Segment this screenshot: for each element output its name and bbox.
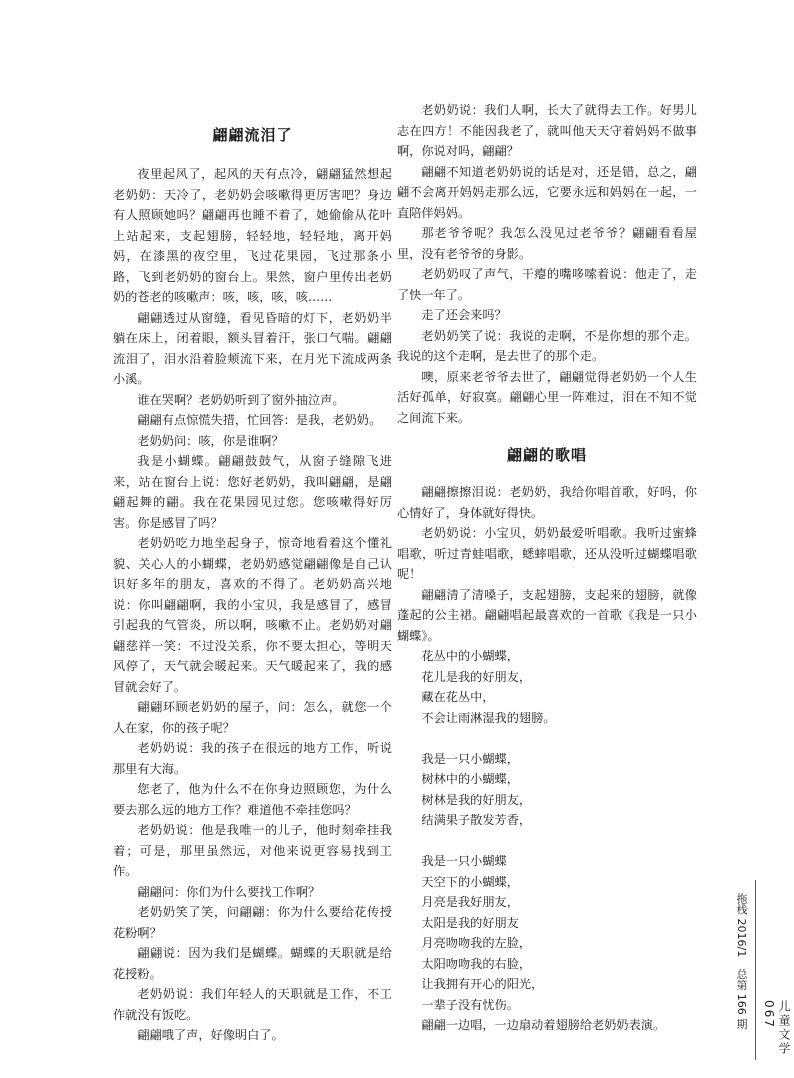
issue-info: 拖栈 2016/1 总第 166 期 [735, 893, 748, 1030]
paragraph: 老奶奶叹了声气，干瘪的嘴哆嗦着说：他走了，走了快一年了。 [397, 267, 697, 302]
poem-line: 藏在花丛中， [421, 690, 495, 704]
magazine-page-label: 儿童文学 067 [762, 1000, 791, 1070]
poem-line: 月亮是我好朋友， [421, 895, 519, 909]
paragraph: 噢，原来老爷爷去世了，翩翩觉得老奶奶一个人生活好孤单，好寂寞。翩翩心里一阵难过，泪在不知不觉之间流下来。 [397, 369, 697, 425]
poem-line: 一辈子没有忧伤。 [421, 997, 519, 1012]
paragraph: 我是小蝴蝶。翩翩鼓鼓气，从窗子缝隙飞进来，站在窗台上说：您好老奶奶，我叫翩翩，是翩翩起舞的翩。我在花果园见过您。您咳嗽得好厉害。你是感冒了吗？ [113, 454, 392, 530]
poem-line: 月亮吻吻我的左脸， [421, 936, 532, 950]
paragraph: 翩翩说：因为我们是蝴蝶。蝴蝶的天职就是给花授粉。 [113, 946, 392, 981]
paragraph: 翩翩透过从窗缝，看见昏暗的灯下，老奶奶半躺在床上，闭着眼，额头冒着汗，张口气喘。翩翩流泪了，泪水沿着脸颊流下来，在月光下流成两条小溪。 [113, 310, 392, 386]
paragraph: 老奶奶笑了说：我说的走啊，不是你想的那个走。我说的这个走啊，是去世了的那个走。 [397, 328, 697, 363]
paragraph: 夜里起风了，起风的天有点冷，翩翩猛然想起老奶奶：天冷了，老奶奶会咳嗽得更厉害吧？身边有人照顾她吗？翩翩再也睡不着了，她偷偷从花叶上站起来，支起翅膀，轻轻地，轻轻地，离开妈妈，在漆黑的夜空里，飞过花果园，飞过那条小路，飞到老奶奶的窗台上。果然，窗户里传出老奶奶的苍老的咳嗽声：咳，咳，咳，咳…… [113, 167, 392, 304]
poem-line: 不会让雨淋湿我的翅膀。 [421, 710, 556, 725]
paragraph: 翩翩环顾老奶奶的屋子，问：怎么，就您一个人在家，你的孩子呢？ [113, 700, 392, 735]
poem-line: 让我拥有开心的阳光， [421, 977, 544, 991]
left-column [113, 164, 392, 1046]
paragraph: 翩翩不知道老奶奶说的话是对，还是错，总之，翩翩不会离开妈妈走那么远，它要永远和妈妈在一起，一直陪伴妈妈。 [397, 164, 697, 220]
paragraph: 那老爷爷呢？我怎么没见过老爷爷？翩翩看看屋里，没有老爷爷的身影。 [397, 226, 697, 261]
paragraph: 老奶奶笑了笑，问翩翩：你为什么要给花传授花粉啊？ [113, 905, 392, 940]
paragraph: 老奶奶说：我的孩子在很远的地方工作，听说那里有大海。 [113, 741, 392, 776]
poem-stanza [397, 851, 697, 1015]
stanza-gap [397, 831, 697, 852]
poem-stanza [397, 749, 697, 831]
paragraph: 翩翩有点惊慌失措，忙回答：是我，老奶奶。 [137, 413, 382, 427]
paragraph: 您老了，他为什么不在你身边照顾您，为什么要去那么远的地方工作？难道他不牵挂您吗？ [113, 782, 392, 817]
poem-stanza [397, 646, 697, 728]
closing-paragraph: 翩翩一边唱，一边扇动着翅膀给老奶奶表演。 [421, 1018, 666, 1032]
poem-line: 花儿是我的好朋友， [421, 669, 532, 684]
poem-line: 结满果子散发芳香， [421, 813, 532, 827]
paragraph: 翩翩清了清嗓子，支起翅膀，支起来的翅膀，就像蓬起的公主裙。翩翩唱起最喜欢的一首歌《我是一只小蝴蝶》。 [397, 587, 697, 643]
paragraph: 老奶奶说：小宝贝，奶奶最爱听唱歌。我听过蜜蜂唱歌，听过青蛙唱歌，蟋蟀唱歌，还从没听过蝴蝶唱歌呢！ [397, 526, 697, 581]
story2-title: 翩翩的歌唱 [506, 446, 587, 464]
poem-line: 太阳是我的好朋友 [421, 915, 519, 930]
paragraph: 翩翩哦了声，好像明白了。 [137, 1028, 284, 1042]
margin-rule [755, 880, 756, 1060]
paragraph: 谁在哭啊？老奶奶听到了窗外抽泣声。 [137, 392, 345, 407]
paragraph: 翩翩问：你们为什么要找工作啊？ [137, 884, 321, 899]
right-column-top [397, 100, 697, 428]
poem-line: 花丛中的小蝴蝶， [421, 649, 519, 663]
poem-line: 树林中的小蝴蝶， [421, 772, 519, 786]
poem-line: 天空下的小蝴蝶， [421, 874, 519, 889]
paragraph: 老奶奶说：他是我唯一的儿子，他时刻牵挂我着；可是，那里虽然远，对他来说更容易找到工作。 [113, 823, 392, 878]
poem-line: 树林是我的好朋友， [421, 792, 532, 807]
poem-line: 太阳吻吻我的右脸， [421, 956, 532, 971]
stanza-gap [397, 728, 697, 749]
story1-title: 翩翩流泪了 [212, 126, 293, 144]
poem-line: 我是一只小蝴蝶 [421, 854, 507, 868]
right-column-bottom [397, 482, 697, 1036]
paragraph: 老奶奶说：我们年轻人的天职就是工作，不工作就没有饭吃。 [113, 987, 392, 1022]
paragraph: 走了还会来吗？ [421, 308, 507, 322]
paragraph: 老奶奶问：咳，你是谁啊？ [137, 433, 284, 448]
paragraph: 老奶奶说：我们人啊，长大了就得去工作。好男儿志在四方！不能因我老了，就叫他天天守着妈妈不做事啊，你说对吗，翩翩？ [397, 103, 697, 158]
paragraph: 翩翩擦擦泪说：老奶奶，我给你唱首歌，好吗，你心情好了，身体就好得快。 [397, 485, 697, 520]
paragraph: 老奶奶吃力地坐起身子，惊奇地看着这个懂礼貌、关心人的小蝴蝶，老奶奶感觉翩翩像是自己认识好多年的朋友，喜欢的不得了。老奶奶高兴地说：你叫翩翩啊，我的小宝贝，我是感冒了，感冒引起我的气管炎，所以啊，咳嗽不止。老奶奶对翩翩慈祥一笑：不过没关系，你不要太担心，等明天风停了，天气就会暖起来。天气暖起来了，我的感冒就会好了。 [113, 536, 392, 694]
poem-line: 我是一只小蝴蝶， [421, 751, 519, 766]
